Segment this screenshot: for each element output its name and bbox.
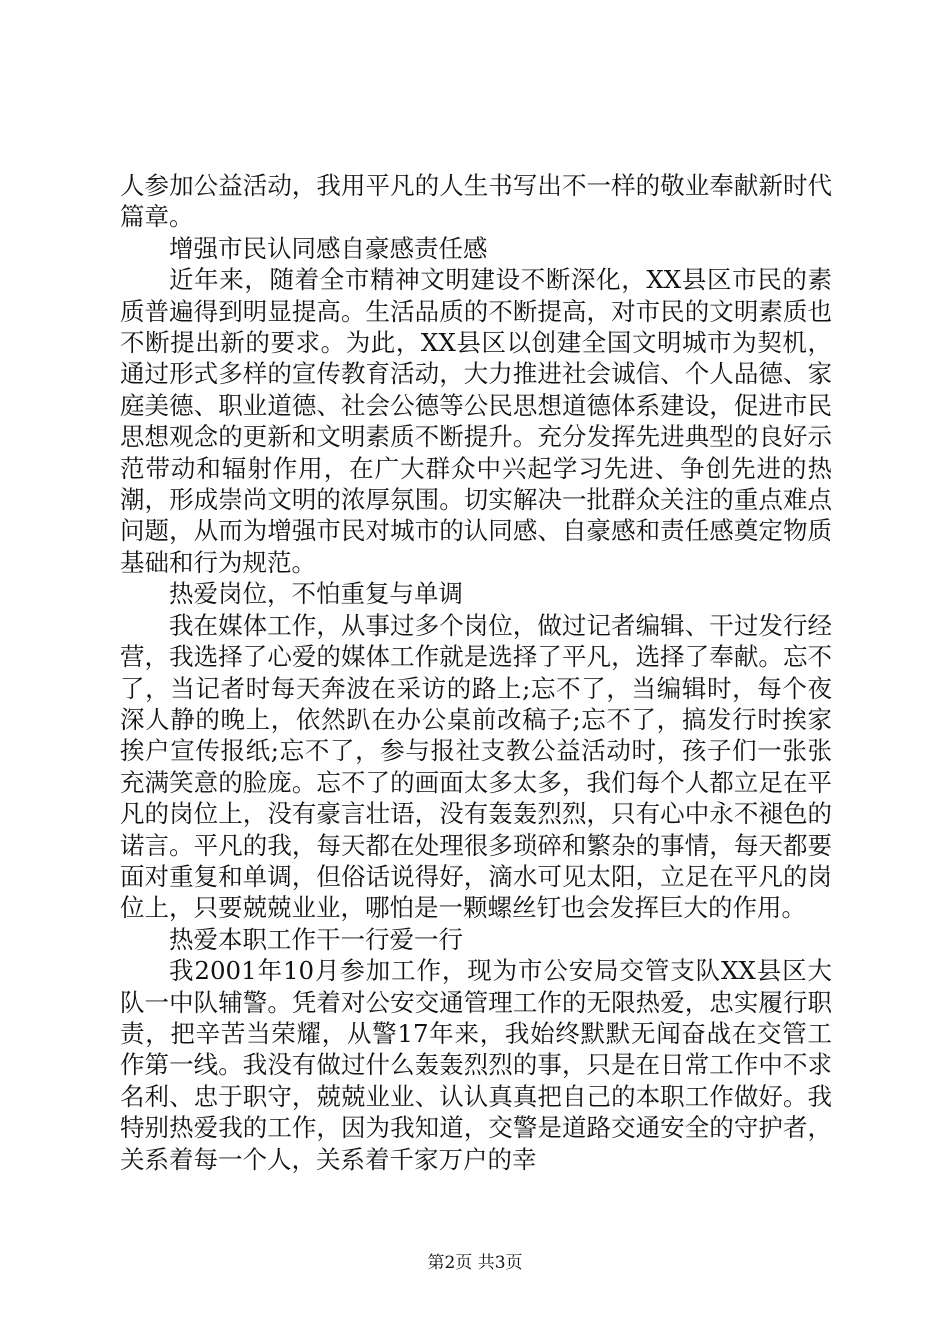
paragraph: 我2001年10月参加工作，现为市公安局交管支队XX县区大队一中队辅警。凭着对公安交通管理工作的无限热爱，忠实履行职责，把辛苦当荣耀，从警17年来，我始终默默无闻奋战在交管工作第一线。我没有做过什么轰轰烈烈的事，只是在日常工作中不求名利、忠于职守，兢兢业业、认认真真把自己的本职工作做好。我特别热爱我的工作，因为我知道，交警是道路交通安全的守护者，关系着每一个人，关系着千家万户的幸 [120,956,832,1174]
paragraph: 近年来，随着全市精神文明建设不断深化，XX县区市民的素质普遍得到明显提高。生活品质的不断提高，对市民的文明素质也不断提出新的要求。为此，XX县区以创建全国文明城市为契机，通过形式多样的宣传教育活动，大力推进社会诚信、个人品德、家庭美德、职业道德、社会公德等公民思想道德体系建设，促进市民思想观念的更新和文明素质不断提升。充分发挥先进典型的良好示范带动和辐射作用，在广大群众中兴起学习先进、争创先进的热潮，形成崇尚文明的浓厚氛围。切实解决一批群众关注的重点难点问题，从而为增强市民对城市的认同感、自豪感和责任感奠定物质基础和行为规范。 [120,265,832,577]
section-heading: 热爱本职工作干一行爱一行 [169,924,463,954]
page-number-footer: 第2页 共3页 [427,1253,523,1273]
paragraph-continuation: 人参加公益活动，我用平凡的人生书写出不一样的敬业奉献新时代篇章。 [120,171,832,232]
section-heading: 热爱岗位，不怕重复与单调 [169,579,463,609]
document-body [120,170,832,1175]
section-heading: 增强市民认同感自豪感责任感 [169,233,488,263]
paragraph: 我在媒体工作，从事过多个岗位，做过记者编辑、干过发行经营，我选择了心爱的媒体工作就是选择了平凡，选择了奉献。忘不了，当记者时每天奔波在采访的路上;忘不了，当编辑时，每个夜深人静的晚上，依然趴在办公桌前改稿子;忘不了，搞发行时挨家挨户宣传报纸;忘不了，参与报社支教公益活动时，孩子们一张张充满笑意的脸庞。忘不了的画面太多太多，我们每个人都立足在平凡的岗位上，没有豪言壮语，没有轰轰烈烈，只有心中永不褪色的诺言。平凡的我，每天都在处理很多琐碎和繁杂的事情，每天都要面对重复和单调，但俗话说得好，滴水可见太阳，立足在平凡的岗位上，只要兢兢业业，哪怕是一颗螺丝钉也会发挥巨大的作用。 [120,610,832,923]
